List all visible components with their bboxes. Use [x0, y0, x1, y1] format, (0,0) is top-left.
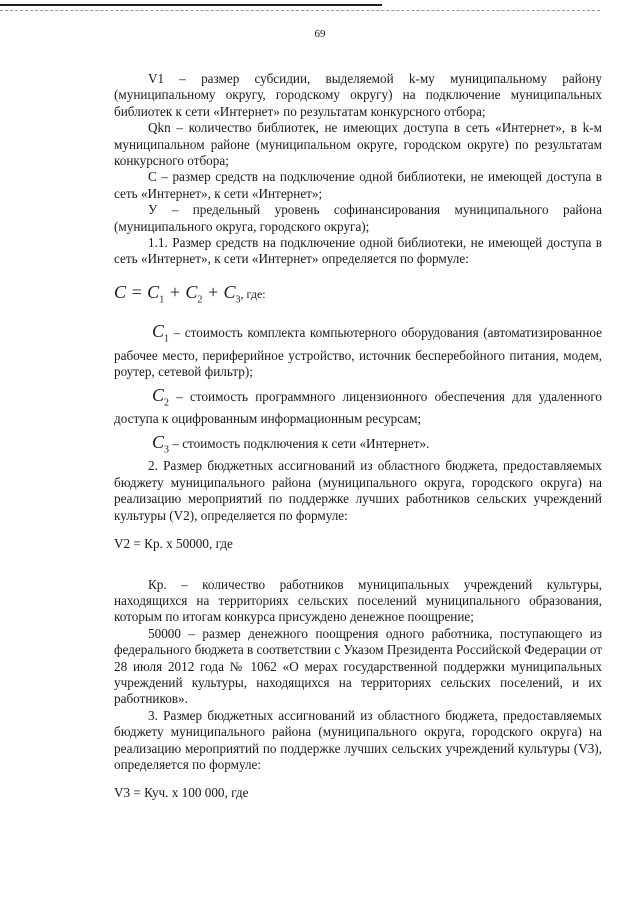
c2-definition — [114, 384, 602, 428]
c3-subscript: 3 — [164, 444, 170, 456]
c3-text: – стоимость подключения к сети «Интернет». — [169, 435, 430, 451]
c3-letter: C — [152, 431, 165, 452]
formula-v3: V3 = Куч. х 100 000, где — [114, 785, 249, 801]
paragraph-1-1: 1.1. Размер средств на подключение одной библиотеки, не имеющей доступа в сеть «Интернет», к сети «Интернет» определяется по формуле: — [114, 235, 602, 267]
formula-c-plus-1: + — [168, 281, 181, 302]
c3-symbol — [152, 431, 170, 459]
formula-c-sub-2: 2 — [197, 294, 203, 306]
formula-c-term-2: C — [185, 281, 198, 302]
paragraph-c-definition: С – размер средств на подключение одной библиотеки, не имеющей доступа в сеть «Интернет», к сети «Интернет»; — [114, 169, 602, 201]
paragraph-3: 3. Размер бюджетных ассигнований из областного бюджета, предоставляемых бюджету муниципального района (муниципального округа, городского округа) на реализацию мероприятий по поддержке лучших сельских учреждений культуры (V3), определяется по формуле: — [114, 707, 602, 772]
formula-c-term-1: C — [147, 281, 160, 302]
document-body — [114, 71, 602, 802]
c2-text: – стоимость программного лицензионного обеспечения для удаленного доступа к оцифрованным информационным ресурсам; — [114, 388, 602, 427]
c1-symbol — [152, 323, 169, 348]
c1-definition — [114, 323, 602, 380]
page-number: 69 — [314, 28, 326, 40]
formula-v2: V2 = Кр. х 50000, где — [114, 536, 233, 552]
paragraph-kr-definition: Кр. – количество работников муниципальных учреждений культуры, находящихся на территориях сельских поселений муниципального образования, которым по итогам конкурса присуждено денежное поощрение; — [114, 576, 602, 625]
paragraph-qkn-definition: Qkn – количество библиотек, не имеющих доступа в сеть «Интернет», в k-м муниципальном районе (муниципальном округе, городском округе) по результатам конкурсного отбора; — [114, 120, 602, 169]
c1-letter: C — [152, 321, 165, 342]
c3-definition — [114, 431, 602, 459]
paragraph-y-definition: У – предельный уровень софинансирования муниципального района (муниципального округа, городского округа); — [114, 202, 602, 234]
c2-letter: C — [152, 384, 165, 405]
formula-c-sum — [114, 282, 602, 311]
formula-c-term-3: C — [223, 281, 236, 302]
formula-c-tail: , где: — [240, 286, 266, 301]
paragraph-50000-definition: 50000 – размер денежного поощрения одного работника, поступающего из федерального бюджета в соответствии с Указом Президента Российской Федерации от 28 июля 2012 года № 1062 «О мерах государственной поддержки муниципальных учреждений культуры, находящихся на территориях сельских поселений, и их работников». — [114, 625, 603, 707]
c2-symbol — [152, 384, 170, 412]
paragraph-2: 2. Размер бюджетных ассигнований из областного бюджета, предоставляемых бюджету муниципального района (муниципального округа, городского округа) на реализацию мероприятий по поддержке лучших работников сельских учреждений культуры (V2), определяется по формуле: — [114, 458, 602, 523]
c1-text: – стоимость комплекта компьютерного оборудования (автоматизированное рабочее место, периферийное устройство, источник бесперебойного питания, модем, роутер, сетевой фильтр); — [114, 325, 602, 380]
formula-c-sub-1: 1 — [159, 294, 165, 306]
c1-subscript: 1 — [164, 334, 170, 346]
formula-c-lhs: C — [114, 281, 127, 302]
formula-c-eq: = — [130, 281, 143, 302]
formula-c-sub-3: 3 — [235, 294, 241, 306]
c2-subscript: 2 — [164, 397, 170, 409]
paragraph-v1-definition: V1 – размер субсидии, выделяемой k-му муниципальному району (муниципальному округу, городскому округу) на подключение муниципальных библиотек к сети «Интернет» по результатам конкурсного отбора; — [114, 71, 602, 119]
top-border-line — [0, 4, 382, 6]
top-scan-line — [0, 10, 600, 11]
formula-c-plus-2: + — [206, 281, 220, 302]
